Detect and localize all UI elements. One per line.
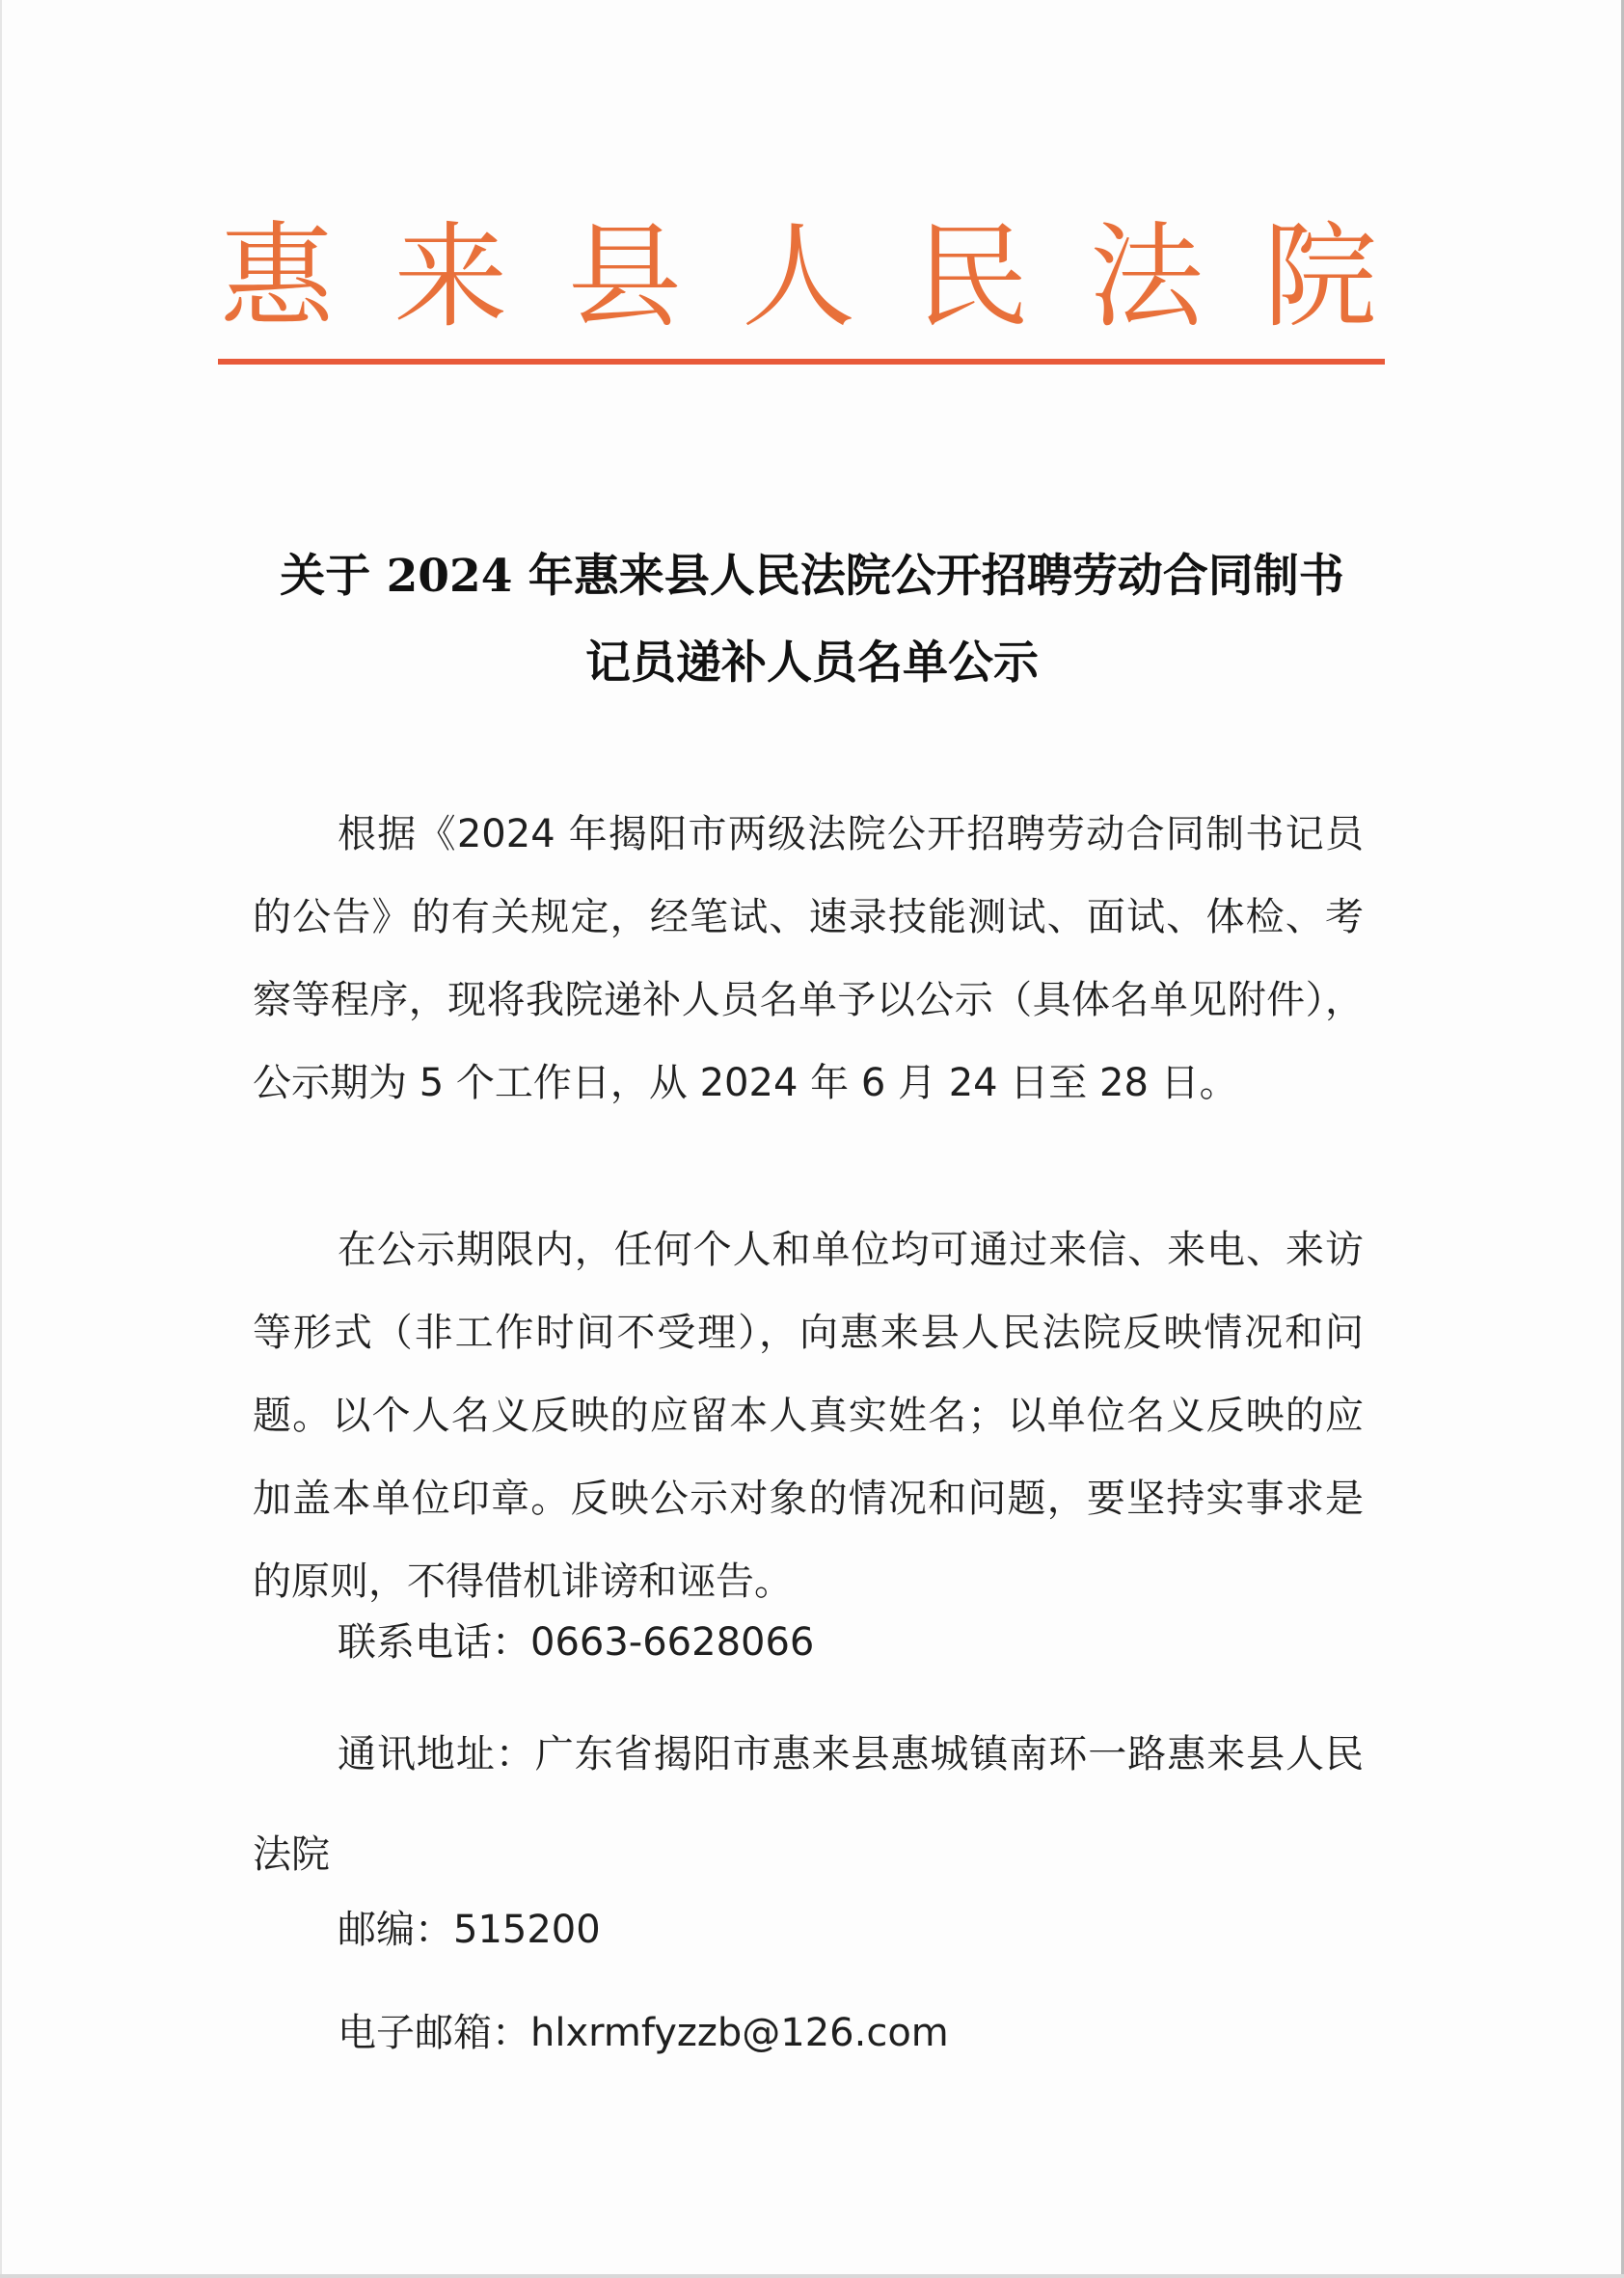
letterhead-red-rule [218,359,1385,365]
letterhead-char: 来 [393,210,508,343]
letterhead-char: 惠 [220,210,335,343]
scan-edge-bottom [0,2274,1624,2278]
body-paragraph-2: 在公示期限内，任何个人和单位均可通过来信、来电、来访等形式（非工作时间不受理），向惠来县人民法院反映情况和问题。以个人名义反映的应留本人真实姓名；以单位名义反映的应加盖本单位印章。反映公示对象的情况和问题，要坚持实事求是的原则，不得借机诽谤和诬告。 [253,1228,1364,1604]
contact-email: 电子邮箱：hlxrmfyzzb@126.com [338,2011,949,2055]
letterhead-char: 民 [915,210,1030,343]
document-title-line-2: 记员递补人员名单公示 [585,637,1039,690]
contact-address: 通讯地址：广东省揭阳市惠来县惠城镇南环一路惠来县人民法院 [253,1732,1364,1877]
letterhead-court-name [220,210,1377,343]
letterhead-char: 法 [1089,210,1204,343]
body-paragraph-1: 根据《2024 年揭阳市两级法院公开招聘劳动合同制书记员的公告》的有关规定，经笔试、速录技能测试、面试、体检、考察等程序，现将我院递补人员名单予以公示（具体名单见附件），公示期为 5 个工作日，从 2024 年 6 月 24 日至 28 日。 [253,812,1364,1105]
scan-edge-left [0,0,2,2278]
letterhead-char: 院 [1262,210,1377,343]
letterhead-char: 人 [741,210,855,343]
contact-postcode: 邮编：515200 [338,1908,601,1952]
contact-phone: 联系电话：0663-6628066 [338,1620,815,1665]
document-title-line-1: 关于 2024 年惠来县人民法院公开招聘劳动合同制书 [280,550,1344,603]
letterhead-char: 县 [567,210,682,343]
